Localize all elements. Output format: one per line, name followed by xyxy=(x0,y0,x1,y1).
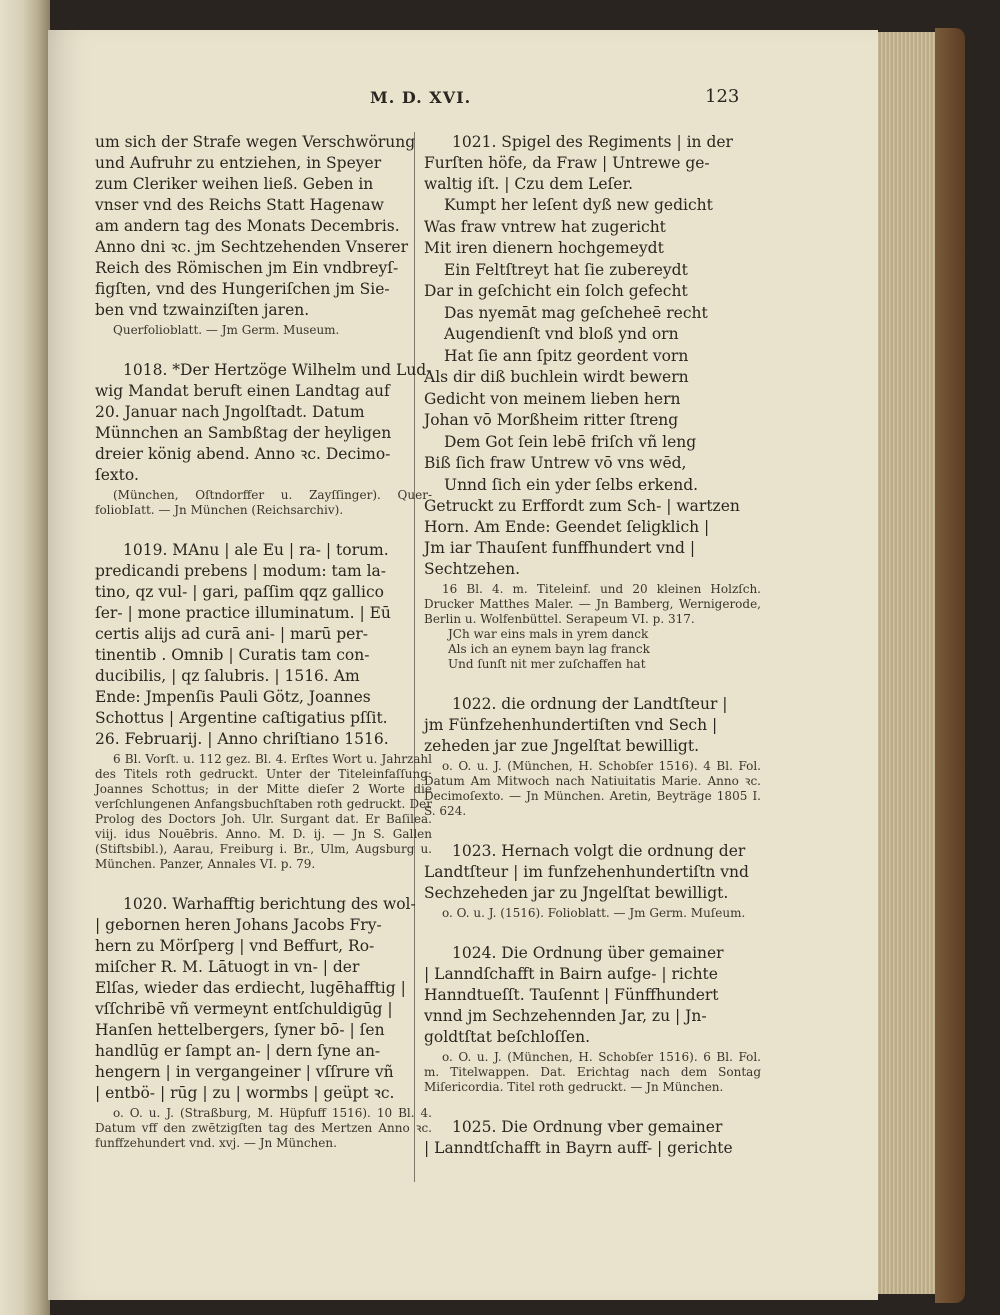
text-line: Münnchen an Sambßtag der heyligen xyxy=(95,424,392,442)
entry-1023 xyxy=(424,841,761,921)
text-line: ſer- | mone practice illuminatum. | Eū xyxy=(95,604,391,622)
text-line: hengern | in vergangeiner | vſſrure vñ xyxy=(95,1063,394,1081)
text-line: hern zu Mörſperg | vnd Beffurt, Ro- xyxy=(95,937,375,955)
text-line: figſten, vnd des Hungeriſchen jm Sie- xyxy=(95,280,390,298)
entry-1018 xyxy=(95,360,432,518)
entry-1024 xyxy=(424,943,761,1095)
bibliographic-note: o. O. u. J. (1516). Folioblatt. — Jm Germ. Muſeum. xyxy=(442,906,746,920)
text-line: Landtſteur | im funfzehenhundertiſtn vnd xyxy=(424,863,749,881)
verse-block xyxy=(424,195,761,496)
entry-1019 xyxy=(95,540,432,872)
bibliographic-note: (München, Oſtndorffer u. Zayſſinger). Quer-foliobIatt. — Jn München (Reichsarchiv). xyxy=(95,488,432,517)
text-line: um sich der Strafe wegen Verschwörung xyxy=(95,133,416,151)
entry-continuation xyxy=(95,132,432,338)
book-cover-edge xyxy=(935,28,965,1303)
text-line: Getruckt zu Erffordt zum Sch- | wartzen xyxy=(424,497,740,515)
text-line: Reich des Römischen jm Ein vndbreyſ- xyxy=(95,259,399,277)
text-line: Hanndtueſſt. Tauſennt | Fünffhundert xyxy=(424,986,719,1004)
bibliographic-note: 6 Bl. Vorſt. u. 112 gez. Bl. 4. Erſtes Wort u. Jahrzahl des Titels roth gedruckt. Unter der Titeleinfaſſung: Joannes Schottus; in der Mitte dieſer 2 Worte die verſchlungenen Anfangsbuchſtaben roth gedruckt. Der Prolog des Doctors Joh. Ulr. Surgant dat. Er Baſilea. viij. idus Nouēbris. Anno. M. D. ij. — Jn S. Gallen (Stiftsbibl.), Aarau, Freiburg i. Br., Ulm, Augsburg u. München. Panzer, Annales VI. p. 79. xyxy=(95,752,432,871)
verse-line: Unnd ſich ein yder ſelbs erkend. xyxy=(444,475,699,494)
text-line: ducibilis, | qz ſalubris. | 1516. Am xyxy=(95,667,360,685)
verse-line: Dem Got ſein lebē friſch vñ leng xyxy=(444,432,697,451)
text-line: Ende: Jmpenſis Pauli Götz, Joannes xyxy=(95,688,371,706)
text-line: tino, qz vul- | gari, paſſim qqz gallico xyxy=(95,583,384,601)
bibliographic-note: 16 Bl. 4. m. Titeleinf. und 20 kleinen Holzſch. Drucker Matthes Maler. — Jn Bamberg, Wernigerode, Berlin u. Wolfenbüttel. Serapeum VI. p. 317. xyxy=(424,582,761,626)
text-line: | Lanndſchafft in Bairn aufge- | richte xyxy=(424,965,718,983)
left-column xyxy=(95,132,432,1157)
text-line: miſcher R. M. Lātuogt in vn- | der xyxy=(95,958,360,976)
text-line: Sechtzehen. xyxy=(424,560,521,578)
quoted-verse-line: Als ich an eynem bayn lag franck xyxy=(448,642,650,656)
entry-title-line: 1021. Spigel des Regiments | in der xyxy=(452,133,733,151)
text-line: Elſas, wieder das erdiecht, lugēhafftig | xyxy=(95,979,406,997)
bibliographic-note: o. O. u. J. (Straßburg, M. Hüpfuff 1516). 10 Bl. 4. Datum vff den zwētzigſten tag des Mertzen Anno ꝛc. funffzehundert vnd. xvj. — Jn München. xyxy=(95,1106,432,1150)
text-line: predicandi prebens | modum: tam la- xyxy=(95,562,387,580)
text-line: tinentib . Omnib | Curatis tam con- xyxy=(95,646,370,664)
verse-line: Das nyemāt mag geſcheheē recht xyxy=(444,303,708,322)
text-line: dreier könig abend. Anno ꝛc. Decimo- xyxy=(95,445,391,463)
right-column xyxy=(424,132,761,1165)
text-line: ben vnd tzwainziſten jaren. xyxy=(95,301,310,319)
text-line: | Lanndtſchafft in Bayrn auff- | gerichte xyxy=(424,1139,733,1157)
verse-line: Gedicht von meinem lieben hern xyxy=(424,389,681,408)
text-line: Anno dni ꝛc. jm Sechtzehenden Vnserer xyxy=(95,238,408,256)
quoted-verse-line: Und ſunſt nit mer zuſchaffen hat xyxy=(448,657,646,671)
entry-1021 xyxy=(424,132,761,672)
text-line: Jm iar Thauſent funffhundert vnd | xyxy=(424,539,696,557)
text-line: jm Fünfzehenhundertiſten vnd Sech | xyxy=(424,716,718,734)
text-line: am andern tag des Monats Decembris. xyxy=(95,217,400,235)
verse-line: Hat ſie ann ſpitz geordent vorn xyxy=(444,346,689,365)
verse-line: Mit iren dienern hochgemeydt xyxy=(424,239,664,257)
text-line: Schottus | Argentine caſtigatius pſſit. xyxy=(95,709,388,727)
running-head: M. D. XVI. xyxy=(370,88,472,107)
page-stack-edge xyxy=(870,32,945,1294)
facing-page-edge xyxy=(0,0,50,1315)
entry-title-line: 1019. MAnu | ale Eu | ra- | torum. xyxy=(123,541,389,559)
text-line: certis alijs ad curā ani- | marū per- xyxy=(95,625,368,643)
verse-line: Was fraw vntrew hat zugericht xyxy=(424,217,666,236)
text-line: zum Cleriker weihen ließ. Geben in xyxy=(95,175,374,193)
text-line: vſſchribē vñ vermeynt entſchuldigūg | xyxy=(95,1000,393,1018)
text-line: waltig iſt. | Czu dem Leſer. xyxy=(424,175,634,193)
verse-line: Dar in geſchicht ein ſolch gefecht xyxy=(424,282,688,300)
bibliographic-note: o. O. u. J. (München, H. Schobſer 1516). 6 Bl. Fol. m. Titelwappen. Dat. Erichtag nach dem Sontag Miſericordia. Titel roth gedruckt. — Jn München. xyxy=(424,1050,761,1094)
text-line: Hanſen hettelbergers, ſyner bō- | ſen xyxy=(95,1021,385,1039)
entry-title-line: 1025. Die Ordnung vber gemainer xyxy=(452,1118,723,1136)
text-line: zeheden jar zue Jngelſtat bewilligt. xyxy=(424,737,700,755)
entry-title-line: 1022. die ordnung der Landtſteur | xyxy=(452,695,728,713)
text-line: und Aufruhr zu entziehen, in Speyer xyxy=(95,154,382,172)
entry-title-line: 1024. Die Ordnung über gemainer xyxy=(452,944,724,962)
text-line: goldtſtat beſchloſſen. xyxy=(424,1028,591,1046)
verse-line: Johan vō Morßheim ritter ſtreng xyxy=(424,411,679,429)
text-line: Sechzeheden jar zu Jngelſtat bewilligt. xyxy=(424,884,729,902)
entry-title-line: 1023. Hernach volgt die ordnung der xyxy=(452,842,746,860)
text-line: vnnd jm Sechzehennden Jar, zu | Jn- xyxy=(424,1007,707,1025)
bibliographic-note: Querfolioblatt. — Jm Germ. Museum. xyxy=(113,323,340,337)
text-line: 20. Januar nach Jngolſtadt. Datum xyxy=(95,403,365,421)
text-line: Furſten höfe, da Fraw | Untrewe ge- xyxy=(424,154,710,172)
entry-1025 xyxy=(424,1117,761,1159)
quoted-verse-line: JCh war eins mals in yrem danck xyxy=(448,627,649,641)
verse-line: Ein Feltſtreyt hat ſie zubereydt xyxy=(444,260,688,279)
verse-line: Biß ſich fraw Untrew vō vns wēd, xyxy=(424,454,687,472)
entry-1020 xyxy=(95,894,432,1151)
entry-title-line: 1018. *Der Hertzöge Wilhelm und Lud- xyxy=(123,361,432,379)
page-number: 123 xyxy=(705,86,740,107)
verse-line: Kumpt her leſent dyß new gedicht xyxy=(444,196,713,214)
entry-1022 xyxy=(424,694,761,819)
text-line: | entbö- | rūg | zu | wormbs | geüpt ꝛc. xyxy=(95,1084,395,1102)
verse-line: Augendienſt vnd bloß ynd orn xyxy=(444,325,679,343)
text-line: handlūg er ſampt an- | dern ſyne an- xyxy=(95,1042,381,1060)
entry-title-line: 1020. Warhafftig berichtung des wol- xyxy=(123,895,416,913)
text-line: wig Mandat beruft einen Landtag auf xyxy=(95,382,390,400)
text-line: Horn. Am Ende: Geendet ſeligklich | xyxy=(424,518,710,536)
text-line: 26. Februarij. | Anno chriſtiano 1516. xyxy=(95,730,389,748)
text-line: ſexto. xyxy=(95,466,139,484)
text-line: | gebornen heren Johans Jacobs Fry- xyxy=(95,916,382,934)
bibliographic-note: o. O. u. J. (München, H. Schobſer 1516). 4 Bl. Fol. Datum Am Mitwoch nach Natiuitatis Marie. Anno ꝛc. Decimoſexto. — Jn München. Aretin, Beyträge 1805 I. S. 624. xyxy=(424,759,761,818)
text-line: vnser vnd des Reichs Statt Hagenaw xyxy=(95,196,384,214)
verse-line: Als dir diß buchlein wirdt bewern xyxy=(424,368,689,386)
